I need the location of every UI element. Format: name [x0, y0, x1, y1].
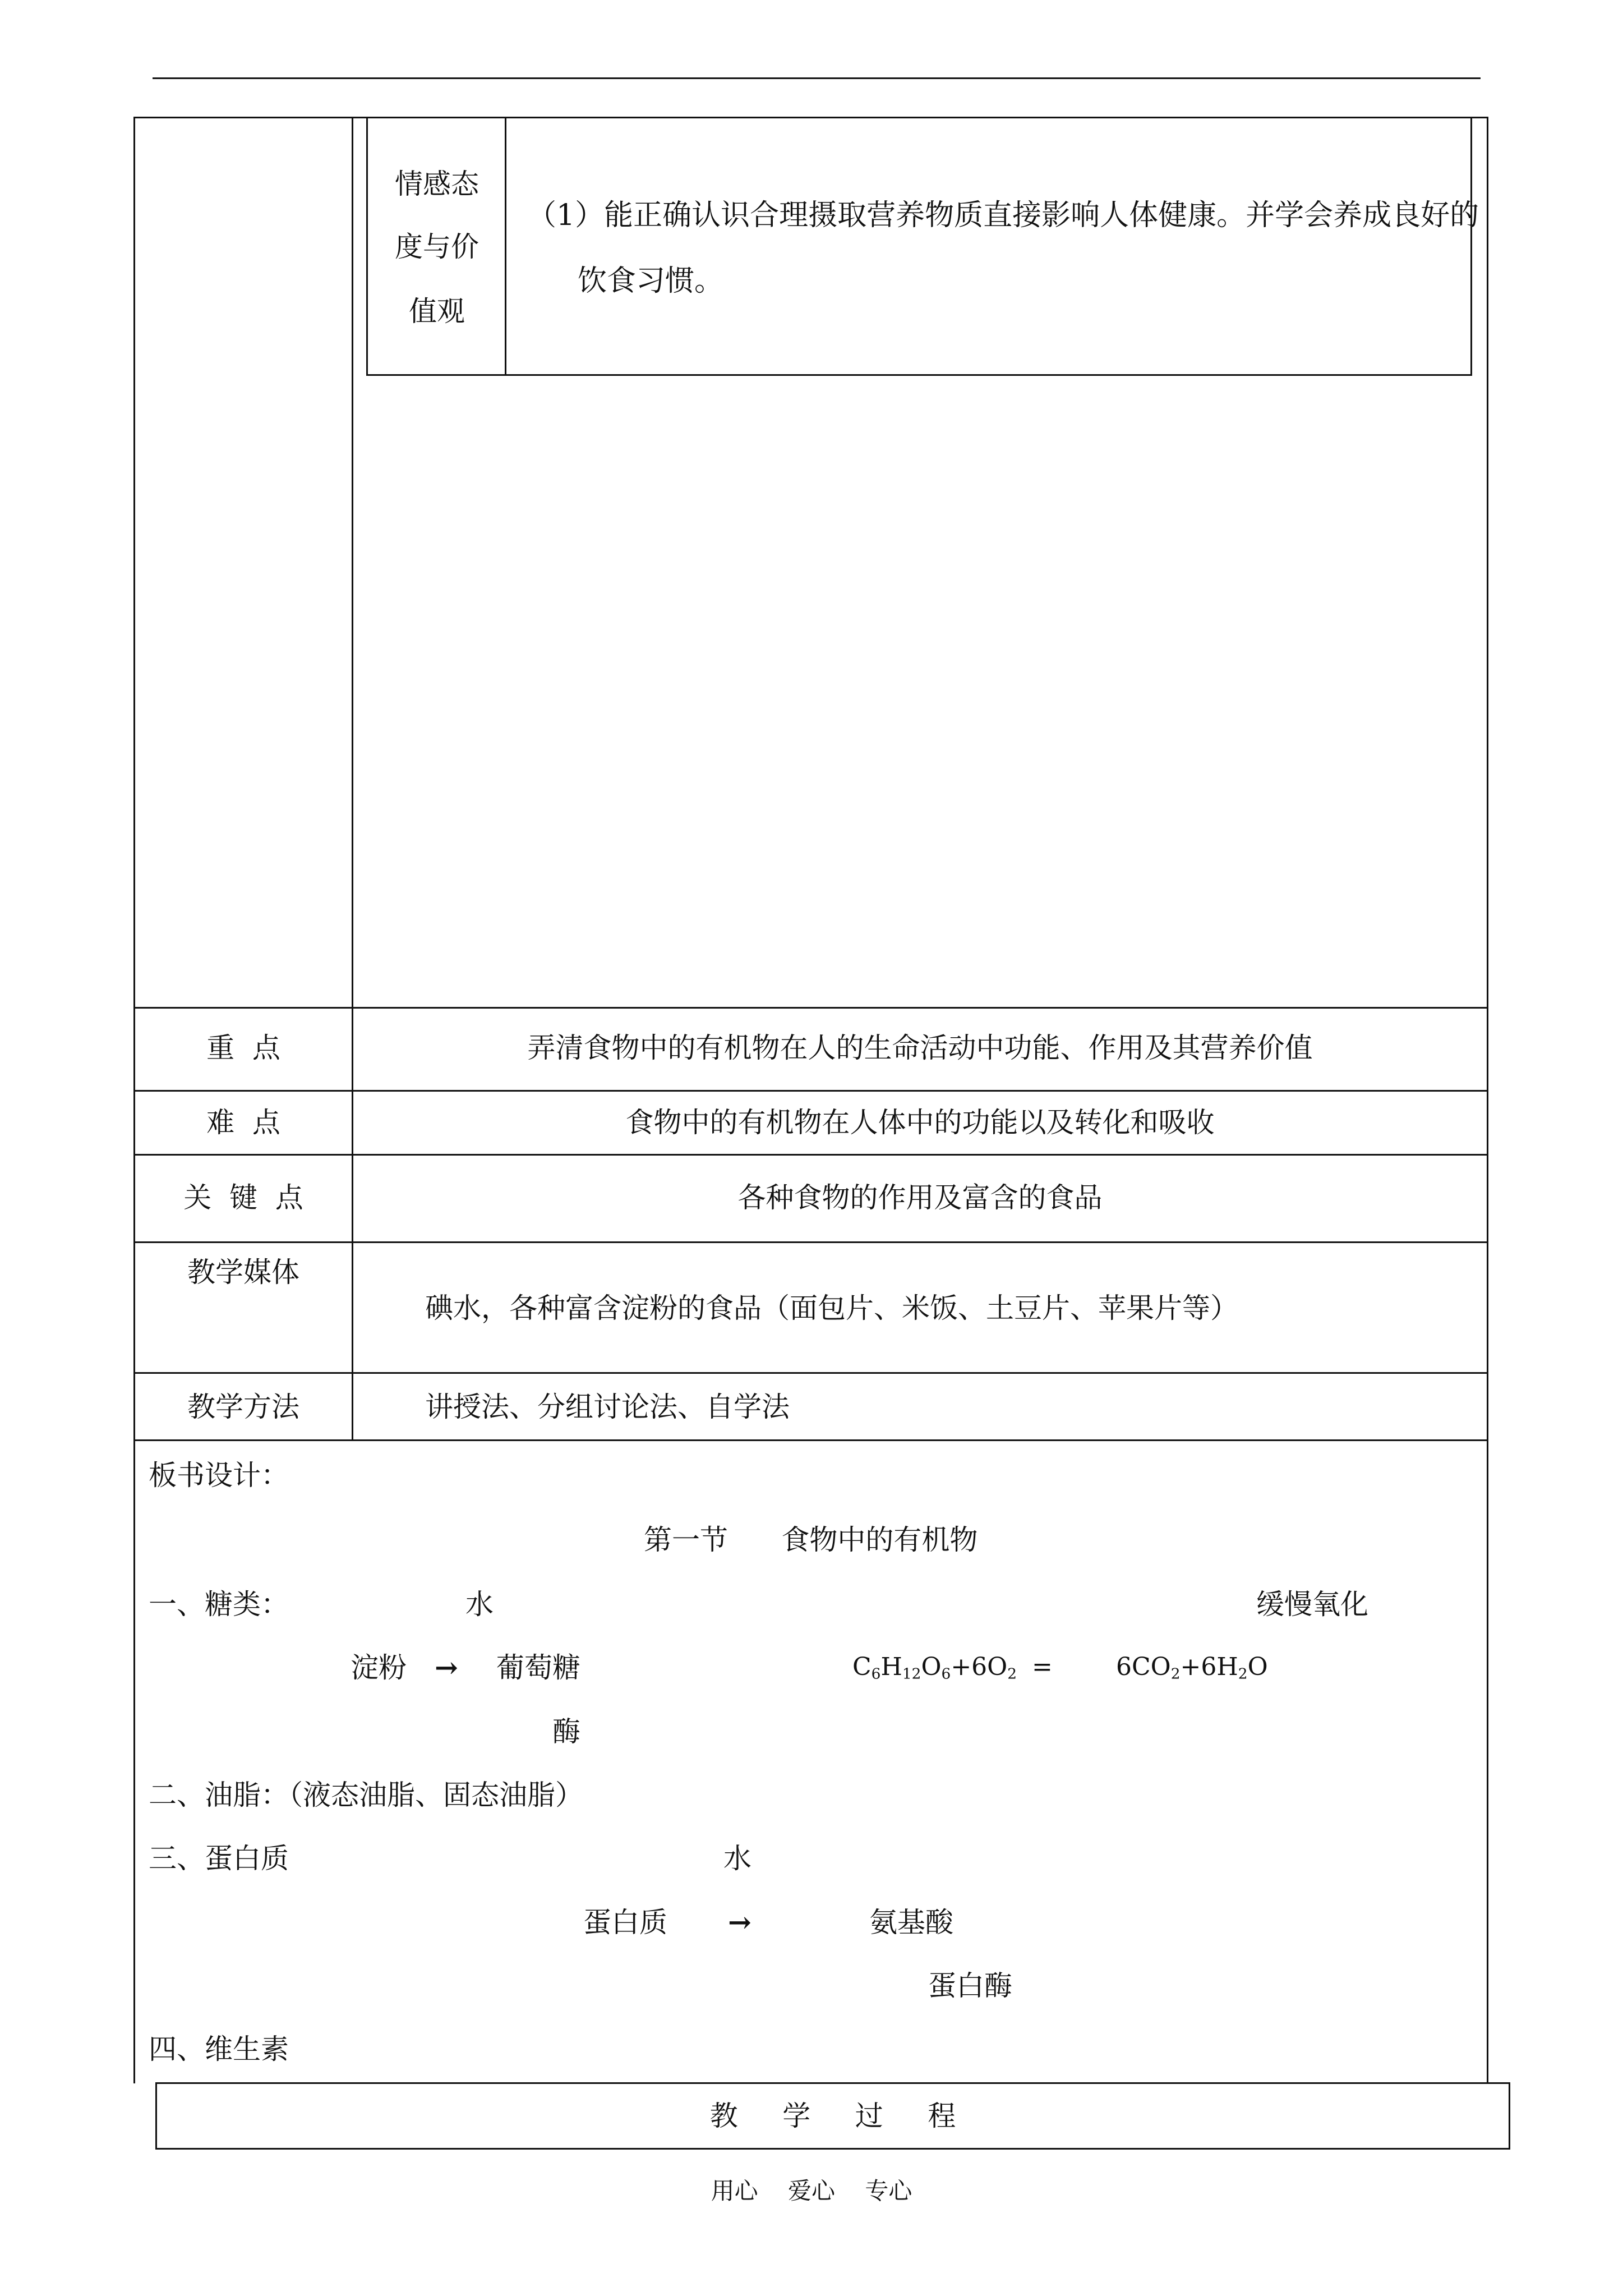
objectives-category-line-3: 值观 — [409, 295, 465, 328]
methods-label: 教学方法 — [187, 1391, 299, 1423]
amino-acid-label: 氨基酸 — [869, 1906, 953, 1939]
board-heading: 板书设计： — [149, 1459, 289, 1492]
row-divider — [133, 1241, 1488, 1243]
row-divider — [133, 1090, 1488, 1092]
glucose-oxidation-equation-rhs: $6CO_2+6H_2O$ — [1116, 1653, 1268, 1683]
sugar-label: 一、糖类： — [149, 1588, 289, 1621]
table-right-border — [1487, 117, 1488, 2083]
key-points-value: 弄清食物中的有机物在人的生命活动中功能、作用及其营养价值 — [527, 1032, 1313, 1064]
table-left-border — [133, 117, 135, 2083]
sugar-water-label: 水 — [465, 1588, 494, 1621]
objectives-text-line-1: （1）能正确认识合理摄取营养物质直接影响人体健康。并学会养成良好的 — [527, 199, 1479, 232]
sugar-enzyme-label: 酶 — [552, 1715, 580, 1748]
board-title: 第一节 食物中的有机物 — [644, 1524, 978, 1556]
protein-term: 蛋白质 — [583, 1906, 667, 1939]
protein-label: 三、蛋白质 — [149, 1842, 289, 1875]
row-divider — [133, 1007, 1488, 1009]
footer-slogan: 用心 爱心 专心 — [711, 2177, 912, 2205]
row-divider — [133, 1439, 1488, 1441]
starch-label: 淀粉 — [351, 1651, 407, 1684]
critical-points-value: 各种食物的作用及富含的食品 — [737, 1181, 1103, 1214]
objectives-inner-divider — [505, 117, 506, 376]
protein-water-label: 水 — [723, 1842, 751, 1875]
row-divider — [133, 1372, 1488, 1374]
glucose-label: 葡萄糖 — [496, 1651, 580, 1684]
objectives-inner-table — [366, 117, 1472, 376]
starch-arrow: → — [435, 1651, 458, 1684]
difficulties-label: 难 点 — [206, 1106, 280, 1139]
header-rule — [153, 77, 1481, 79]
glucose-oxidation-equation-lhs: $C_6H_{12}O_6+6O_2$ — [852, 1653, 1017, 1683]
objectives-category-line-1: 情感态 — [395, 168, 479, 200]
media-label: 教学媒体 — [187, 1256, 299, 1289]
protease-label: 蛋白酶 — [928, 1970, 1012, 2002]
difficulties-value: 食物中的有机物在人体中的功能以及转化和吸收 — [625, 1106, 1215, 1139]
equation-equals-sign: = — [1032, 1653, 1053, 1681]
fat-line: 二、油脂：（液态油脂、固态油脂） — [149, 1779, 583, 1811]
protein-arrow: → — [728, 1906, 751, 1939]
objectives-category-line-2: 度与价 — [395, 231, 479, 263]
row-divider — [133, 1154, 1488, 1156]
vitamin-line: 四、维生素 — [149, 2033, 289, 2065]
critical-points-label: 关 键 点 — [183, 1181, 303, 1214]
teaching-process-title: 教 学 过 程 — [709, 2100, 956, 2132]
key-points-label: 重 点 — [206, 1032, 280, 1064]
methods-value: 讲授法、分组讨论法、自学法 — [425, 1391, 790, 1423]
slow-oxidation-label: 缓慢氧化 — [1256, 1588, 1368, 1621]
media-value: 碘水，各种富含淀粉的食品（面包片、米饭、土豆片、苹果片等） — [425, 1292, 1238, 1324]
objectives-text-line-2: 饮食习惯。 — [578, 264, 724, 298]
